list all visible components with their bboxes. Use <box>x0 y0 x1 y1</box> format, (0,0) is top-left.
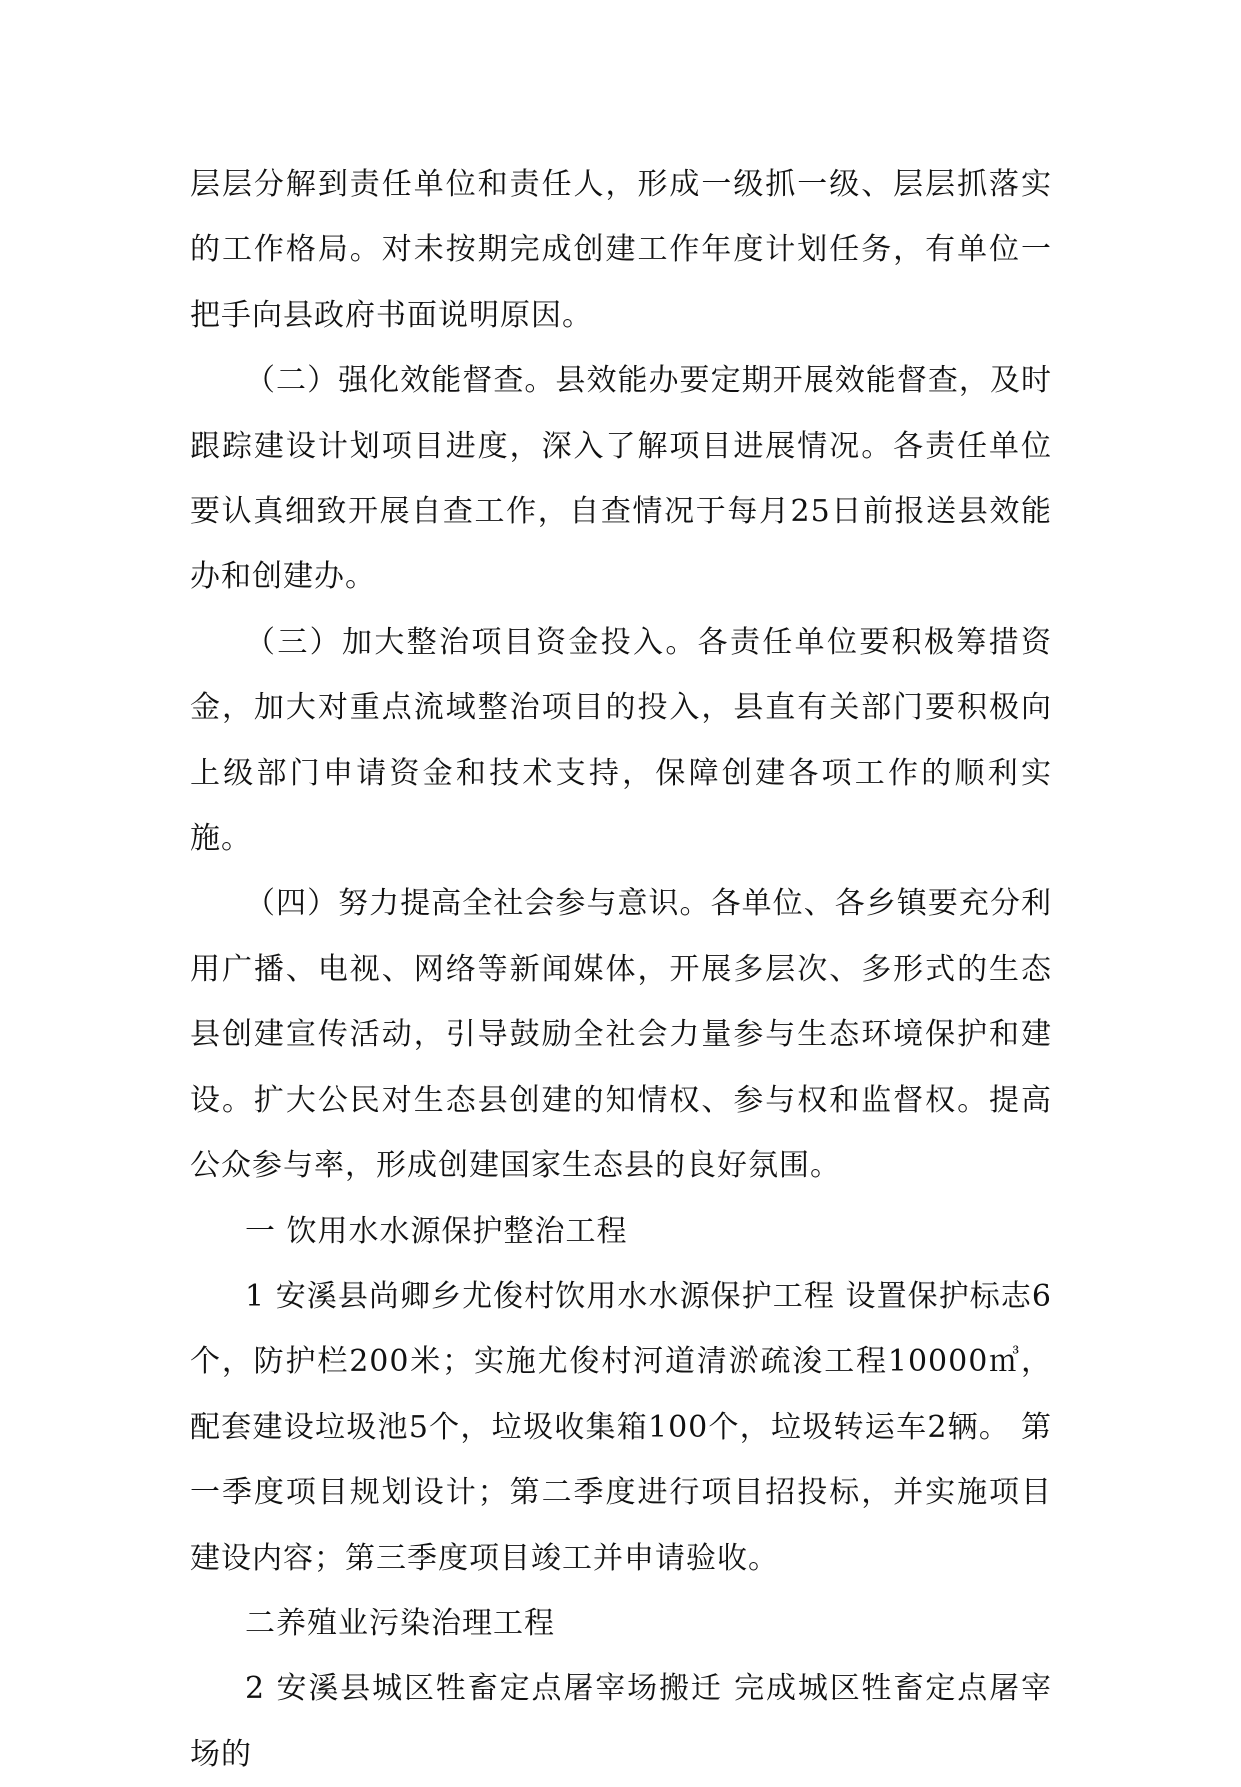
paragraph-project-1: 1 安溪县尚卿乡尤俊村饮用水水源保护工程 设置保护标志6个，防护栏200米；实施尤俊村河道清淤疏浚工程10000㎥，配套建设垃圾池5个，垃圾收集箱100个，垃圾转运车2辆。 第一季度项目规划设计；第二季度进行项目招投标，并实施项目建设内容；第三季度项目竣工并申请验收。 <box>190 1278 1052 1576</box>
paragraph-project-2: 2 安溪县城区牲畜定点屠宰场搬迁 完成城区牲畜定点屠宰场的 <box>190 1671 1052 1772</box>
paragraph-funding-investment: （三）加大整治项目资金投入。各责任单位要积极筹措资金，加大对重点流域整治项目的投入，县直有关部门要积极向上级部门申请资金和技术支持，保障创建各项工作的顺利实施。 <box>190 624 1052 857</box>
paragraph-public-participation: （四）努力提高全社会参与意识。各单位、各乡镇要充分利用广播、电视、网络等新闻媒体，开展多层次、多形式的生态县创建宣传活动，引导鼓励全社会力量参与生态环境保护和建设。扩大公民对生态县创建的知情权、参与权和监督权。提高公众参与率，形成创建国家生态县的良好氛围。 <box>190 886 1052 1184</box>
document-body <box>190 152 1052 1787</box>
section-heading-water-source: 一 饮用水水源保护整治工程 <box>245 1213 628 1249</box>
section-heading-livestock-pollution: 二养殖业污染治理工程 <box>245 1605 555 1641</box>
paragraph-continuation: 层层分解到责任单位和责任人，形成一级抓一级、层层抓落实的工作格局。对未按期完成创建工作年度计划任务，有单位一把手向县政府书面说明原因。 <box>190 167 1052 333</box>
paragraph-efficiency-supervision: （二）强化效能督查。县效能办要定期开展效能督查，及时跟踪建设计划项目进度，深入了解项目进展情况。各责任单位要认真细致开展自查工作，自查情况于每月25日前报送县效能办和创建办。 <box>190 363 1052 595</box>
